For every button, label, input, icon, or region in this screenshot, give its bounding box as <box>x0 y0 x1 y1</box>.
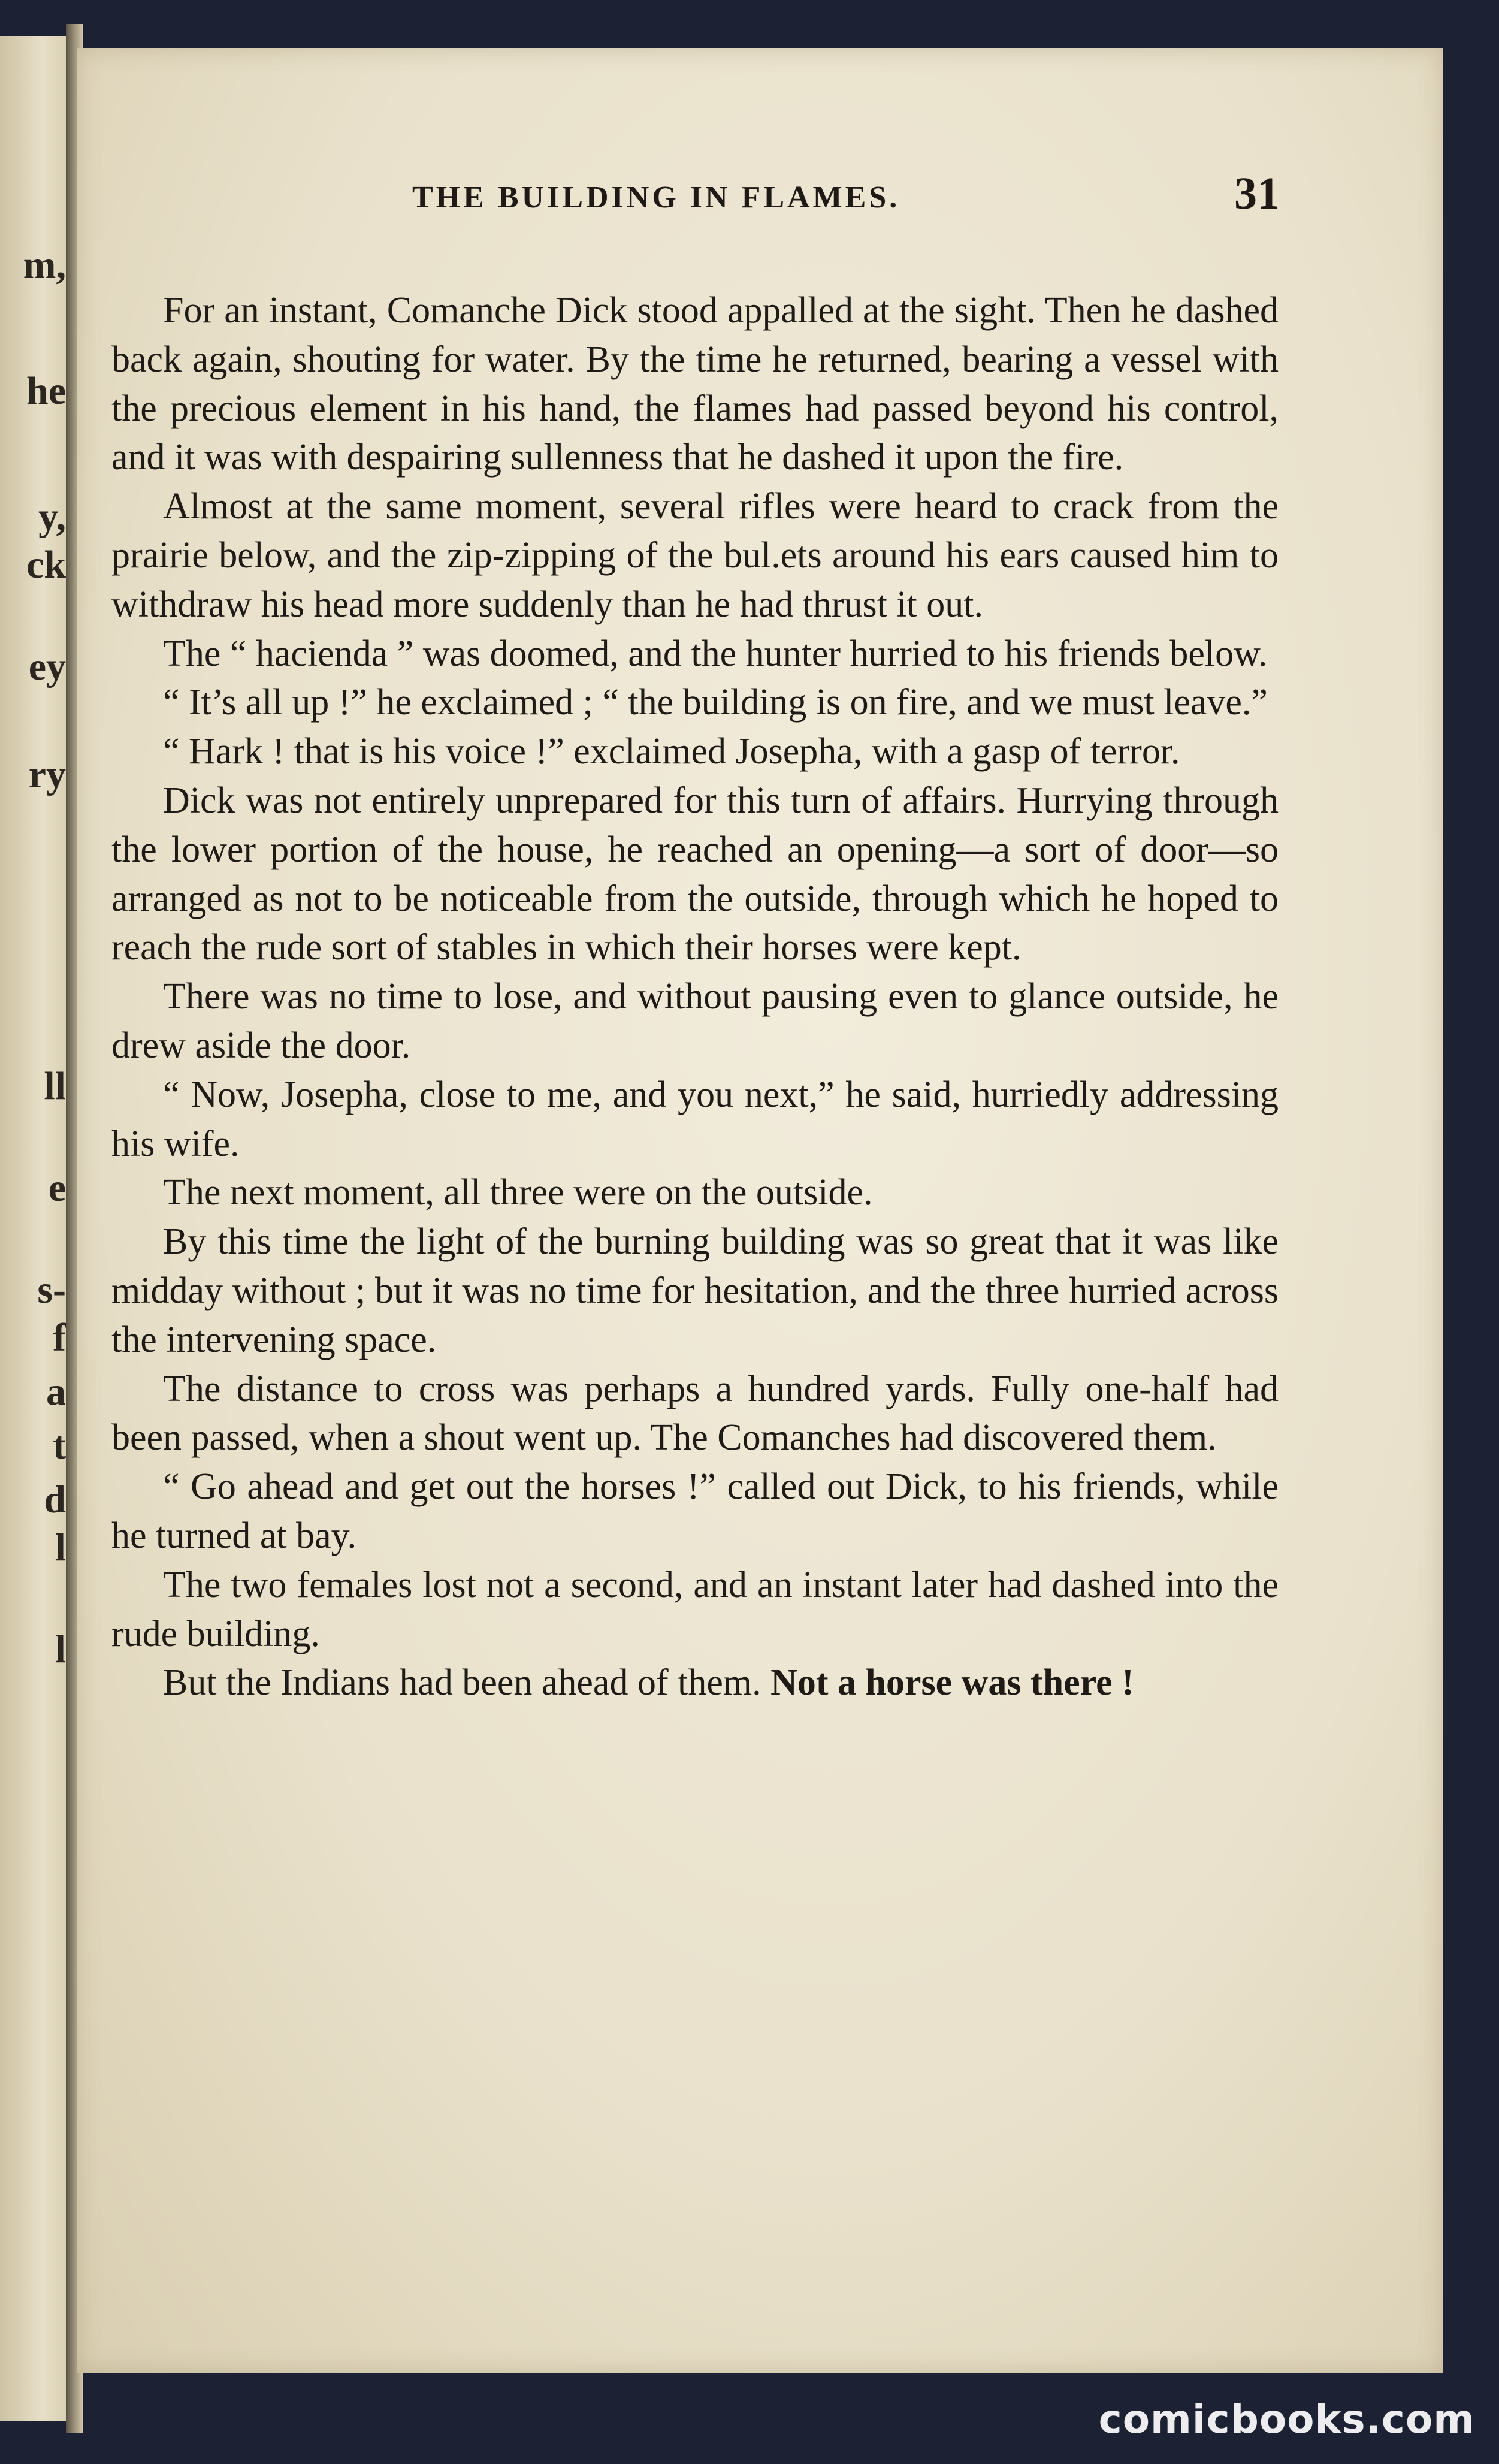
facing-page-fragment: ey <box>28 645 66 689</box>
facing-page-fragment: ry <box>28 753 66 796</box>
facing-page-fragment: he <box>26 369 66 413</box>
paragraph: For an instant, Comanche Dick stood appalled at the sight. Then he dashed back again, shouting for water. By the time he returned, bearing a vessel with the precious element in his hand, the flames had passed beyond his control, and it was with despairing sullenness that he dashed it upon the fire. <box>111 290 1279 478</box>
paragraph: Almost at the same moment, several rifles were heard to crack from the prairie below, and the zip-zipping of the bul.ets around his ears caused him to withdraw his head more suddenly than he had thrust it out. <box>111 486 1279 625</box>
facing-page-fragment: t <box>53 1424 66 1467</box>
paragraph: “ Go ahead and get out the horses !” called out Dick, to his friends, while he turned at bay. <box>111 1466 1279 1556</box>
paragraph: “ It’s all up !” he exclaimed ; “ the building is on fire, and we must leave.” <box>163 682 1268 723</box>
page-number: 31 <box>1234 168 1280 219</box>
paragraph: “ Now, Josepha, close to me, and you next,” he said, hurriedly addressing his wife. <box>111 1074 1279 1164</box>
facing-page-edge <box>0 36 71 2421</box>
final-paragraph <box>111 1659 1279 1708</box>
paragraph: “ Hark ! that is his voice !” exclaimed Josepha, with a gasp of terror. <box>163 731 1180 772</box>
paragraph: There was no time to lose, and without pausing even to glance outside, he drew aside the door. <box>111 976 1279 1066</box>
paragraph: The two females lost not a second, and an instant later had dashed into the rude building. <box>111 1564 1279 1654</box>
paragraph: The “ hacienda ” was doomed, and the hunter hurried to his friends below. <box>163 633 1268 674</box>
paragraph: The distance to cross was perhaps a hundred yards. Fully one-half had been passed, when a shout went up. The Comanches had discovered them. <box>111 1368 1279 1459</box>
facing-page-fragment: s- <box>37 1268 66 1312</box>
final-paragraph-emphasis: Not a horse was there ! <box>770 1662 1134 1704</box>
paragraph: By this time the light of the burning building was so great that it was like midday without ; but it was no time for hesitation, and the three hurried across the intervening space. <box>111 1221 1279 1360</box>
paragraph: The next moment, all three were on the outside. <box>163 1172 873 1213</box>
body-text <box>111 286 1279 1708</box>
page-header <box>77 162 1443 228</box>
watermark: comicbooks.com <box>1098 2396 1475 2442</box>
book-page <box>77 48 1443 2373</box>
facing-page-fragment: l <box>55 1627 66 1671</box>
running-title: THE BUILDING IN FLAMES. <box>412 180 900 215</box>
paragraph: Dick was not entirely unprepared for this turn of affairs. Hurrying through the lower portion of the house, he reached an opening—a sort of door—so arranged as not to be noticeable from the outside, through which he hoped to reach the rude sort of stables in which their horses were kept. <box>111 780 1279 968</box>
facing-page-fragment: a <box>46 1370 66 1414</box>
facing-page-fragment: l <box>55 1526 66 1569</box>
facing-page-fragment: e <box>48 1166 66 1210</box>
facing-page-fragment: m, <box>23 243 66 287</box>
facing-page-fragment: ck <box>26 543 66 587</box>
facing-page-fragment: ll <box>44 1064 66 1108</box>
facing-page-fragment: d <box>44 1478 66 1521</box>
facing-page-fragment: f <box>53 1316 66 1360</box>
facing-page-fragment: y, <box>38 495 66 539</box>
final-paragraph-text: But the Indians had been ahead of them. <box>163 1662 761 1704</box>
